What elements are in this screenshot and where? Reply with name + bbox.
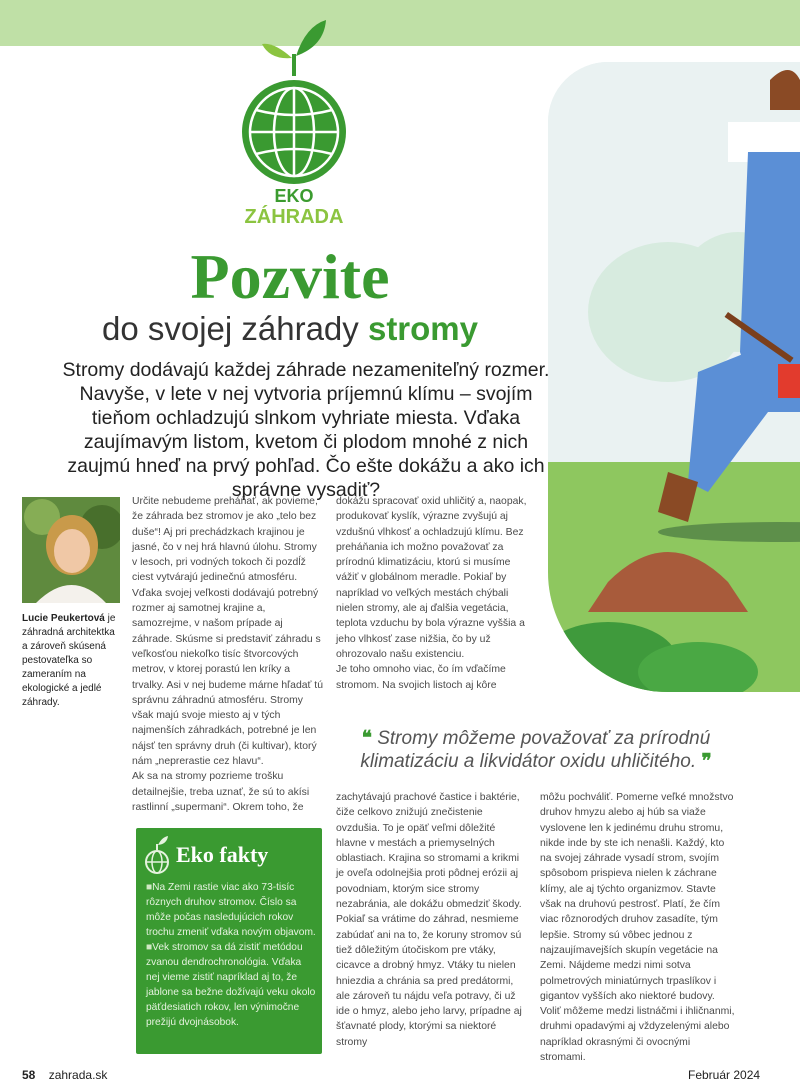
author-photo	[22, 497, 120, 603]
gardener-illustration	[548, 62, 800, 692]
fact-item: ■ Na Zemi rastie viac ako 73-tisíc rôznych druhov stromov. Číslo sa môže počas nasledujúcich rokov trochu zmeniť vďaka novým objavom.	[146, 880, 316, 940]
paragraph: zachytávajú prachové častice i baktérie, čiže celkovo znižujú znečistenie ovzdušia. To je opäť veľmi dôležité hlavne v mestách a priemyselných oblastiach. Krajina so stromami a krikmi je oveľa odolnejšia proti pôdnej erózii aj povodniam, ktorým sice stromy nezabránia, ale dokážu obmedziť škody.	[336, 792, 522, 911]
author-name: Lucie Peukertová	[22, 613, 105, 624]
body-column-1	[132, 494, 324, 815]
paragraph: Ak sa na stromy pozrieme trošku detailnejšie, treba uznať, že sú to akísi rastlinní „supermani“. Okrem toho, že	[132, 771, 310, 813]
author-description: je záhradná architektka a zároveň skúsená pestovateľka so zameraním na ekologické a jedlé záhrady.	[22, 613, 116, 708]
subtitle-bold: stromy	[367, 310, 479, 347]
quote-close-icon: ❞	[701, 751, 712, 772]
facts-list	[146, 880, 316, 1030]
page-number: 58	[22, 1068, 36, 1082]
paragraph: Je toho omnoho viac, čo ím vďačíme stromom. Na svojich listoch aj kôre	[336, 664, 506, 691]
body-column-3	[336, 790, 528, 1050]
site-name: zahrada.sk	[48, 1068, 108, 1082]
body-column-4	[540, 790, 736, 1065]
fact-item: ■ Vek stromov sa dá zistiť metódou zvanou dendrochronológia. Vďaka nej vieme zistiť napríklad aj to, že jablone sa bežne dožívajú veku okolo päťdesiatich rokov, len výnimočne prežijú dvojnásobok.	[146, 940, 316, 1030]
quote-open-icon: ❝	[361, 728, 372, 749]
paragraph: dokážu spracovať oxid uhličitý a, naopak, produkovať kyslík, výrazne zvyšujú aj vzdušnú vlhkosť a ochladzujú klímu. Bez preháňania ich možno považovať za prírodnú klimatizáciu, ktorú si musíme vážiť v globálnom meradle. Pokiaľ by napríklad vo veľkých mestách chýbali nielen stromy, ale aj ďalšia vegetácia, teplota vzduchu by bola výrazne vyššia a jeho vlhkosť zase nižšia, čo by už ohrozovalo našu existenciu.	[336, 496, 527, 660]
globe-with-leaves-icon	[238, 18, 350, 188]
body-column-2	[336, 494, 528, 693]
lead-paragraph: Stromy dodávajú každej záhrade nezameniteľný rozmer. Navyše, v lete v nej vytvoria príjemnú klímu – svojím tieňom ochladzujú slnkom vyhriate miesta. Vďaka zaujímavým listom, kvetom či plodom mnohé z nich zaujmú hneď na prvý pohľad. Čo ešte dokážu a ako ich správne vysadiť?	[62, 359, 550, 501]
paragraph: môžu pochváliť. Pomerne veľké množstvo druhov hmyzu alebo aj húb sa viaže vyslovene len k jedinému druhu stromu, nikde inde by ste ich nenašli. Každý, kto na svojej záhrade vysadí strom, svojím spôsobom prispieva nielen k záchrane klímy, ale aj týchto organizmov. Stavte však na druhovú pestrosť. Platí, že čím viac rôznorodých druhov zasadíte, tým lepšie. Stromy sú vôbec jednou z najzaujímavejších skupín vegetácie na Zemi. Nájdeme medzi nimi sotva polmetrových miniatúrnych trpaslíkov i gigantov vyšších ako niektoré budovy. Voliť môžeme medzi listnáčmi i ihličnanmi, druhmi opadavými aj vždyzelenými alebo napríklad okrasnými či ovocnými stromami.	[540, 792, 735, 1064]
logo-line-2: ZÁHRADA	[244, 206, 344, 228]
pull-quote	[336, 727, 736, 773]
small-globe-icon	[144, 836, 170, 874]
page-footer-left	[22, 1068, 107, 1082]
logo-line-1: EKO	[274, 186, 314, 206]
eko-fakty-box	[136, 828, 322, 1054]
issue-date: Február 2024	[688, 1068, 761, 1082]
article-title: Pozvite	[190, 241, 390, 312]
paragraph: Určite nebudeme preháňať, ak povieme, že záhrada bez stromov je ako „telo bez duše“! Aj pri prechádzkach krajinou je jasné, čo v nej hrá hlavnú úlohu. Stromy v lesoch, pri vodných tokoch či pozdĺž ciest vytvárajú jedinečnú atmosféru. Vďaka svojej veľkosti dodávajú potrebný rozmer aj samotnej krajine a, samozrejme, v našom prípade aj záhrade. Skúsme si predstaviť záhradu s veľkosťou niekoľko tisíc štvorcových metrov, v ktorej porastú len kríky a trvalky. Asi v nej budeme márne hľadať tú správnu záhradnú atmosféru. Stromy však majú svoje miesto aj v tých najmenších záhradkách, potrebné je len nájsť ten správny druh (či kultivar), ktorý nám „neprerastie cez hlavu“.	[132, 496, 323, 768]
top-color-bar	[0, 0, 800, 46]
quote-text: Stromy môžeme považovať za prírodnú klimatizáciu a likvidátor oxidu uhličitého.	[360, 728, 711, 772]
subtitle-plain: do svojej záhrady	[101, 310, 359, 347]
facts-title: Eko fakty	[176, 842, 269, 867]
author-bio	[22, 612, 122, 710]
paragraph: Pokiaľ sa vrátime do záhrad, nesmieme zabúdať ani na to, že koruny stromov sú tiež dôležitým útočiskom pre vtáky, cicavce a drobný hmyz. Vtáky tu nielen hniezdia a chránia sa pred predátormi, ale zároveň tu nájdu veľa potravy, či už ide o hmyz, alebo jeho larvy, prípadne aj šťavnaté plody, ktorými sa niektoré stromy	[336, 914, 522, 1048]
article-subtitle	[0, 310, 580, 348]
